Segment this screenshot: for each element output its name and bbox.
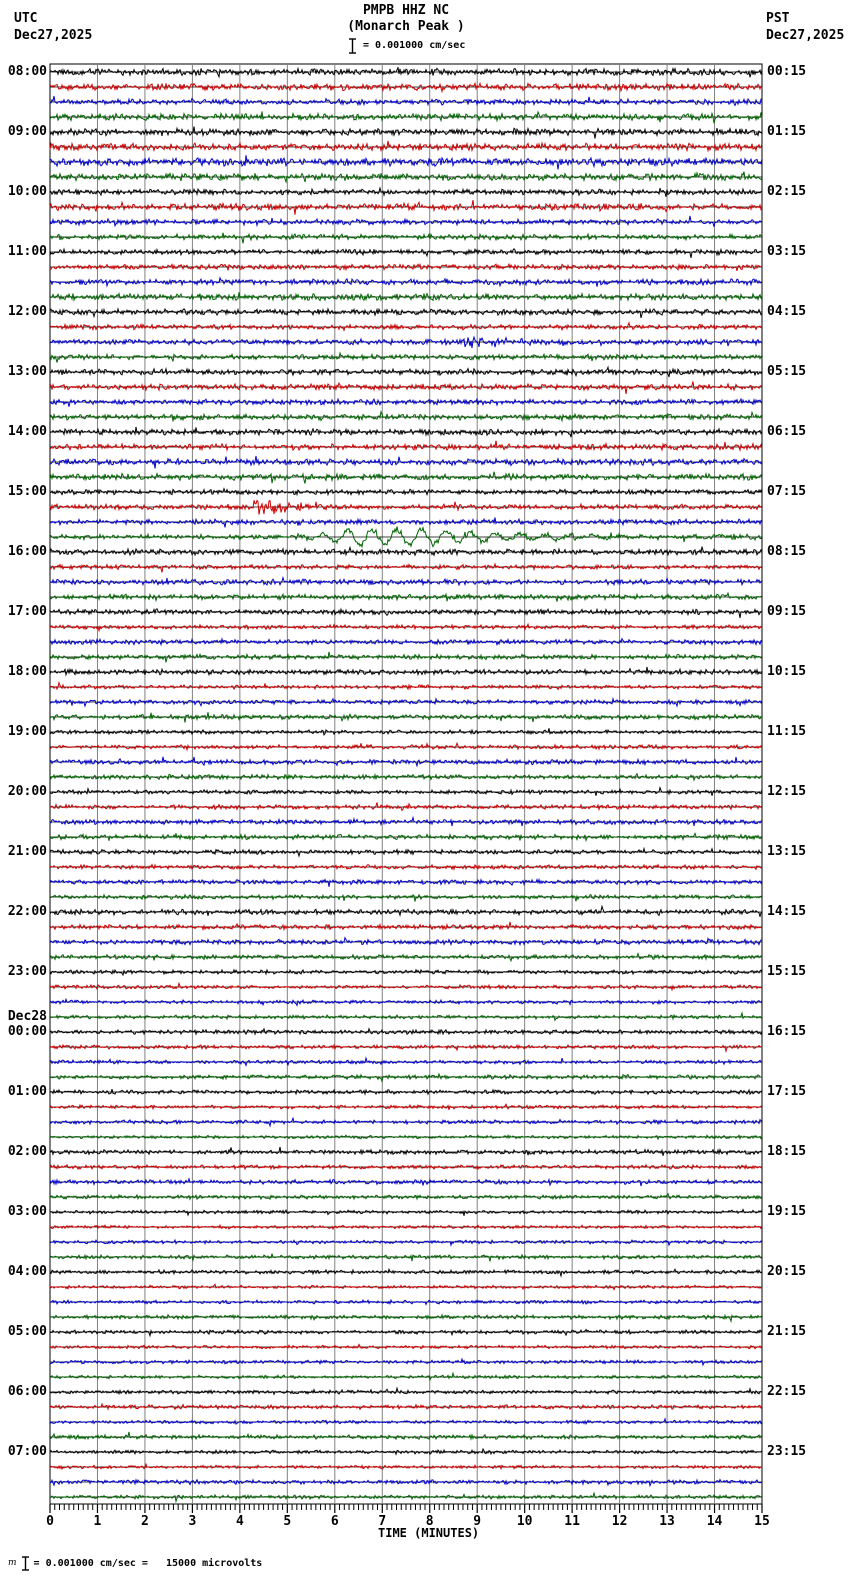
date-left-label: Dec27,2025 [14, 28, 93, 43]
pst-time-label: 04:15 [767, 304, 807, 319]
footer-scale-text: = 0.001000 cm/sec = 15000 microvolts [33, 1557, 263, 1569]
utc-time-label: 02:00 [7, 1144, 47, 1159]
x-axis-tick-label: 6 [330, 1514, 339, 1529]
x-axis-tick-label: 14 [706, 1514, 723, 1529]
pst-time-label: 03:15 [767, 244, 807, 259]
utc-time-label: 05:00 [7, 1324, 47, 1339]
utc-time-label: 09:00 [7, 124, 47, 139]
station-title: PMPB HHZ NC [362, 3, 450, 18]
utc-time-label: 17:00 [7, 604, 47, 619]
footer-scale-bar-icon [21, 1556, 30, 1571]
pst-time-label: 16:15 [767, 1024, 807, 1039]
x-axis-tick-label: 7 [378, 1514, 387, 1529]
utc-time-label: 18:00 [7, 664, 47, 679]
pst-time-label: 17:15 [767, 1084, 807, 1099]
pst-time-label: 20:15 [767, 1264, 807, 1279]
pst-time-label: 18:15 [767, 1144, 807, 1159]
pst-time-label: 19:15 [767, 1204, 807, 1219]
x-axis-tick-label: 5 [283, 1514, 292, 1529]
date-right-label: Dec27,2025 [766, 28, 845, 43]
utc-time-label: 12:00 [7, 304, 47, 319]
pst-time-label: 09:15 [767, 604, 807, 619]
pst-time-label: 15:15 [767, 964, 807, 979]
date-change-label: Dec28 [7, 1009, 47, 1024]
x-axis-tick-label: 15 [754, 1514, 770, 1529]
pst-time-label: 05:15 [767, 364, 807, 379]
pst-time-label: 06:15 [767, 424, 807, 439]
x-axis-tick-label: 11 [564, 1514, 580, 1529]
pst-time-label: 10:15 [767, 664, 807, 679]
utc-time-label: 15:00 [7, 484, 47, 499]
utc-time-label: 01:00 [7, 1084, 47, 1099]
utc-time-label: 19:00 [7, 724, 47, 739]
utc-time-label: 13:00 [7, 364, 47, 379]
utc-time-label: 16:00 [7, 544, 47, 559]
utc-time-label: 00:00 [7, 1024, 47, 1039]
utc-time-label: 22:00 [7, 904, 47, 919]
utc-time-label: 03:00 [7, 1204, 47, 1219]
pst-time-label: 22:15 [767, 1384, 807, 1399]
x-axis-tick-label: 8 [425, 1514, 434, 1529]
x-axis-tick-label: 0 [46, 1514, 54, 1529]
station-location: (Monarch Peak ) [347, 19, 465, 34]
pst-time-label: 21:15 [767, 1324, 807, 1339]
footer-prefix-glyph: m [8, 1558, 17, 1568]
x-axis-tick-label: 12 [611, 1514, 628, 1529]
pst-time-label: 13:15 [767, 844, 807, 859]
x-axis-tick-label: 3 [188, 1514, 197, 1529]
utc-time-label: 10:00 [7, 184, 47, 199]
pst-time-label: 01:15 [767, 124, 807, 139]
timezone-left-label: UTC [14, 11, 38, 26]
pst-time-label: 12:15 [767, 784, 807, 799]
x-axis-tick-label: 9 [473, 1514, 482, 1529]
footer-scale-legend [8, 1556, 262, 1571]
utc-time-label: 14:00 [7, 424, 47, 439]
utc-time-label: 20:00 [7, 784, 47, 799]
utc-time-label: 11:00 [7, 244, 47, 259]
pst-time-label: 07:15 [767, 484, 807, 499]
x-axis-tick-label: 1 [93, 1514, 102, 1529]
utc-time-label: 06:00 [7, 1384, 47, 1399]
pst-time-label: 23:15 [767, 1444, 807, 1459]
utc-time-label: 07:00 [7, 1444, 47, 1459]
x-axis-tick-label: 10 [516, 1514, 533, 1529]
utc-time-label: 21:00 [7, 844, 47, 859]
pst-time-label: 11:15 [767, 724, 807, 739]
x-axis-tick-label: 2 [141, 1514, 149, 1529]
pst-time-label: 02:15 [767, 184, 807, 199]
amplitude-scale-text: = 0.001000 cm/sec [363, 40, 466, 51]
x-axis-title: TIME (MINUTES) [378, 1526, 480, 1540]
x-axis-tick-label: 4 [235, 1514, 244, 1529]
pst-time-label: 08:15 [767, 544, 807, 559]
utc-time-label: 08:00 [7, 64, 47, 79]
utc-time-label: 23:00 [7, 964, 47, 979]
x-axis-tick-label: 13 [659, 1514, 675, 1529]
pst-time-label: 14:15 [767, 904, 807, 919]
utc-time-label: 04:00 [7, 1264, 47, 1279]
pst-time-label: 00:15 [767, 64, 807, 79]
timezone-right-label: PST [766, 11, 790, 26]
